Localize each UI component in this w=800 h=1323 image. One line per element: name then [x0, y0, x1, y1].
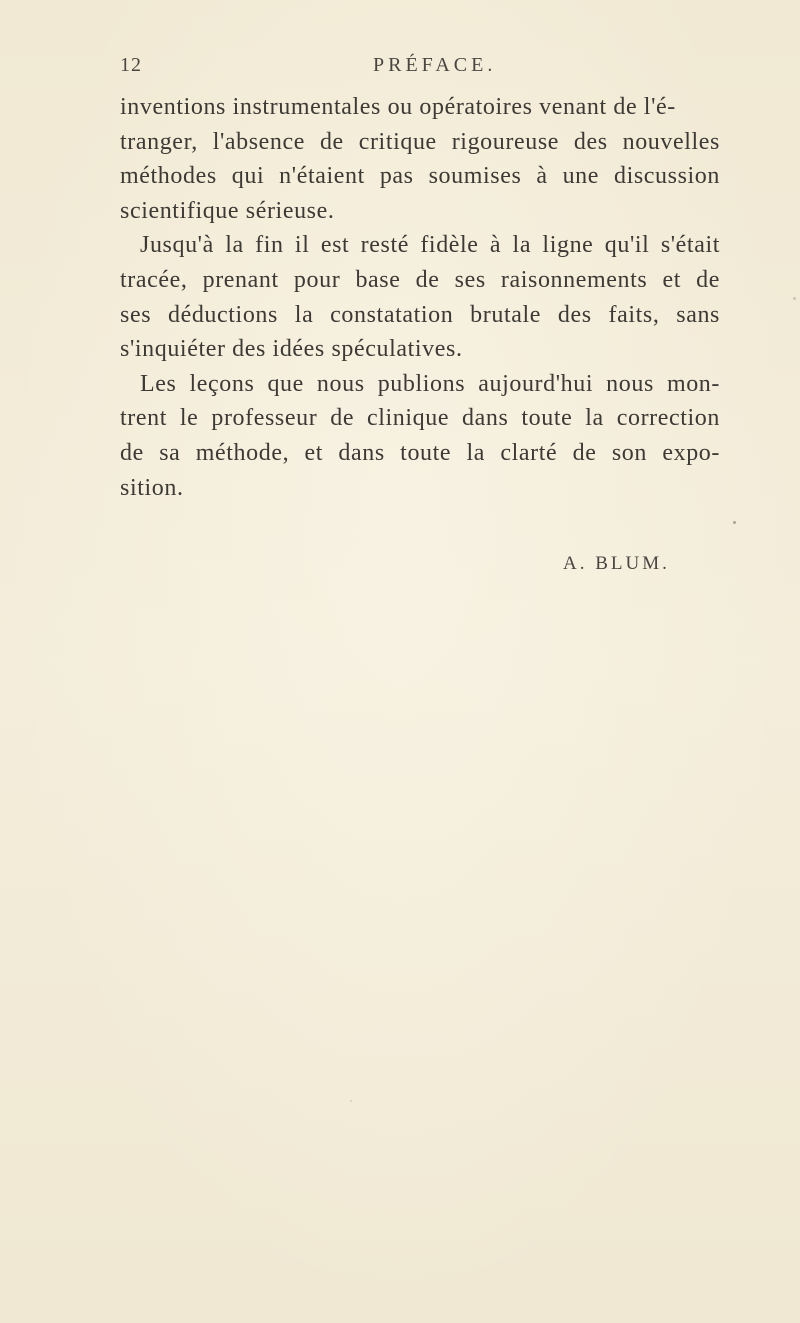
text-line: ses déductions la constatation brutale des faits, sans: [120, 301, 720, 328]
text-line: trent le professeur de clinique dans toute la correction: [120, 405, 720, 432]
text-line: sition.: [120, 474, 184, 501]
paragraph-first-line: Jusqu'à la fin il est resté fidèle à la ligne qu'il s'était: [140, 232, 720, 259]
text-line: inventions instrumentales ou opératoires venant de l'é-: [120, 94, 676, 120]
paper-speck: [733, 521, 736, 524]
text-line: scientifique sérieuse.: [120, 197, 335, 224]
text-line: de sa méthode, et dans toute la clarté de son expo-: [120, 439, 720, 466]
preface-text: [120, 90, 720, 505]
text-line: méthodes qui n'étaient pas soumises à une discussion: [120, 163, 720, 190]
text-line: tranger, l'absence de critique rigoureuse des nouvelles: [120, 128, 720, 155]
page-number: 12: [120, 54, 142, 76]
author-signature: A. BLUM.: [563, 553, 670, 574]
text-line: s'inquiéter des idées spéculatives.: [120, 336, 463, 363]
running-title: PRÉFACE.: [373, 54, 497, 76]
running-head: [120, 54, 710, 78]
text-line: tracée, prenant pour base de ses raisonnements et de: [120, 266, 720, 293]
paper-speck: [793, 297, 796, 300]
paper-speck: [350, 1100, 352, 1102]
paragraph-first-line: Les leçons que nous publions aujourd'hui nous mon-: [140, 370, 720, 397]
